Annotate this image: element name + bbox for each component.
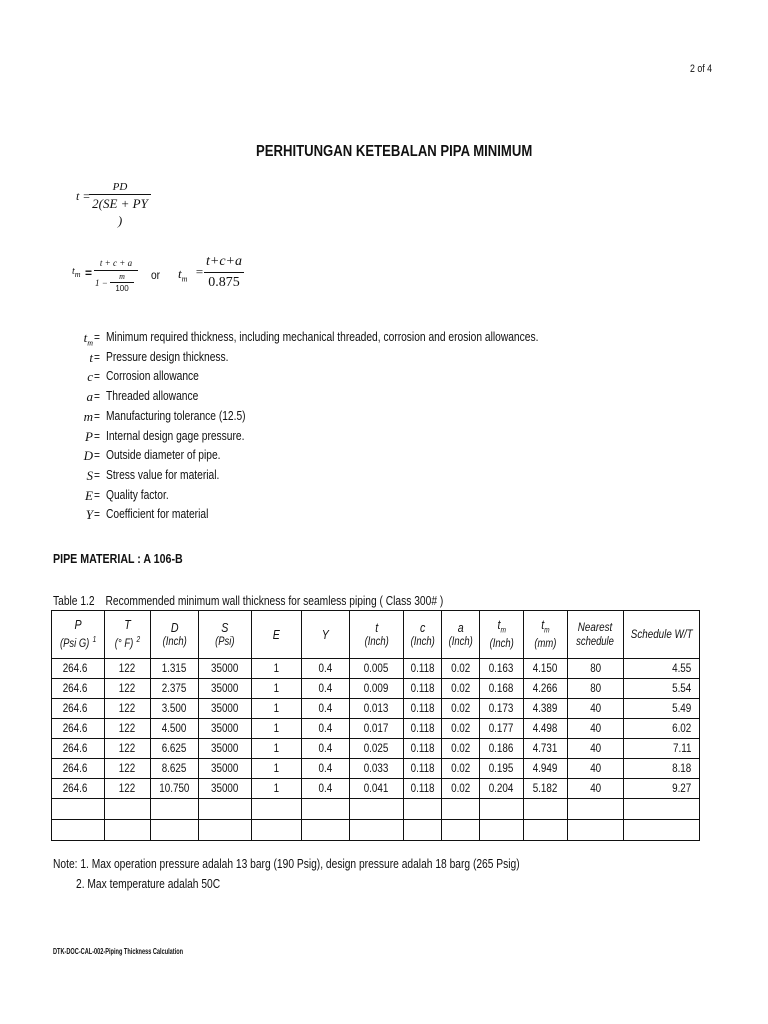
table-cell: 35000 — [199, 739, 252, 759]
table-cell: 0.118 — [404, 779, 442, 799]
table-cell: 0.204 — [480, 779, 524, 799]
table-cell: 35000 — [199, 719, 252, 739]
table-cell: 0.02 — [442, 679, 480, 699]
page-number: 2 of 4 — [690, 63, 713, 75]
variable-symbol: E — [85, 487, 93, 503]
note-2: 2. Max temperature adalah 50C — [76, 877, 221, 891]
table-cell: 0.163 — [480, 659, 524, 679]
formula2-lhs2: $t_m$ — [178, 266, 188, 284]
variable-equals: = — [94, 349, 100, 364]
variable-row — [55, 369, 555, 389]
table-cell — [52, 820, 105, 841]
table-header-cell: c (Inch) — [404, 611, 442, 659]
table-cell: 4.731 — [524, 739, 568, 759]
formula2-numerator2: t+c+a — [206, 254, 242, 269]
table-row-empty — [52, 799, 700, 820]
table-cell: 264.6 — [52, 659, 105, 679]
table-cell: 40 — [568, 699, 624, 719]
table-cell — [350, 820, 404, 841]
table-cell — [151, 799, 199, 820]
table-cell — [568, 820, 624, 841]
formula2-denominator: 1 − m 100 — [94, 270, 138, 299]
formula2-fraction — [94, 257, 138, 299]
table-row — [52, 759, 700, 779]
variable-symbol: c — [87, 369, 93, 385]
table-header-row — [52, 611, 700, 659]
variable-equals: = — [94, 467, 100, 482]
variable-row — [55, 468, 555, 488]
table-row — [52, 739, 700, 759]
table-row-empty — [52, 820, 700, 841]
formula2-eq2: = — [195, 264, 204, 279]
table-cell: 0.186 — [480, 739, 524, 759]
table-cell — [624, 799, 700, 820]
table-row — [52, 679, 700, 699]
table-cell — [442, 820, 480, 841]
table-cell: 264.6 — [52, 759, 105, 779]
table-cell: 4.55 — [624, 659, 700, 679]
table-row — [52, 699, 700, 719]
table-cell: 264.6 — [52, 779, 105, 799]
table-cell: 35000 — [199, 659, 252, 679]
table-cell: 1 — [252, 679, 302, 699]
variable-description: Manufacturing tolerance (12.5) — [106, 408, 246, 423]
table-header-cell: E — [252, 611, 302, 659]
table-cell — [568, 799, 624, 820]
table-cell: 1.315 — [151, 659, 199, 679]
table-header-cell: Schedule W/T — [624, 611, 700, 659]
table-cell: 5.54 — [624, 679, 700, 699]
table-caption — [53, 594, 444, 608]
table-cell: 5.182 — [524, 779, 568, 799]
variable-row — [55, 350, 555, 370]
formula2-denominator2: 0.875 — [204, 272, 244, 293]
table-cell — [624, 820, 700, 841]
formula1-fraction — [89, 180, 151, 229]
table-cell: 0.02 — [442, 659, 480, 679]
variable-symbol: S — [86, 467, 93, 483]
table-cell: 0.02 — [442, 759, 480, 779]
variable-description: Internal design gage pressure. — [106, 428, 245, 443]
table-label: Table 1.2 — [53, 594, 95, 608]
table-cell: 122 — [105, 679, 151, 699]
table-header-cell: P (Psi G) $^1$ — [52, 611, 105, 659]
variable-equals: = — [94, 389, 100, 404]
table-cell: 0.02 — [442, 739, 480, 759]
table-cell: 4.266 — [524, 679, 568, 699]
variable-row — [55, 389, 555, 409]
table-cell: 0.4 — [302, 679, 350, 699]
variable-row — [55, 507, 555, 527]
page-title: PERHITUNGAN KETEBALAN PIPA MINIMUM — [256, 143, 533, 160]
table-cell: 0.02 — [442, 779, 480, 799]
table-cell: 4.949 — [524, 759, 568, 779]
table-cell: 1 — [252, 719, 302, 739]
table-cell: 40 — [568, 759, 624, 779]
formula2-eq: = — [85, 266, 93, 280]
document-footer: DTK-DOC-CAL-002-Piping Thickness Calculation — [53, 947, 184, 956]
variable-symbol: $t_m$ — [83, 330, 93, 348]
table-cell — [252, 799, 302, 820]
formula1-numerator: PD — [112, 181, 128, 193]
table-cell: 264.6 — [52, 739, 105, 759]
table-cell — [442, 799, 480, 820]
table-cell — [199, 799, 252, 820]
table-cell: 35000 — [199, 759, 252, 779]
variable-description: Stress value for material. — [106, 467, 220, 482]
table-cell: 80 — [568, 659, 624, 679]
table-cell: 0.118 — [404, 739, 442, 759]
variable-symbol: P — [85, 428, 93, 444]
variable-description: Corrosion allowance — [106, 369, 199, 384]
table-cell: 0.118 — [404, 759, 442, 779]
variable-symbol: t — [89, 349, 93, 365]
variable-equals: = — [94, 330, 100, 344]
table-header-cell: S (Psi) — [199, 611, 252, 659]
table-cell: 0.013 — [350, 699, 404, 719]
variable-row — [55, 429, 555, 449]
variable-equals: = — [94, 507, 100, 522]
table-cell: 0.4 — [302, 699, 350, 719]
table-cell — [105, 799, 151, 820]
variable-row — [55, 448, 555, 468]
table-cell — [52, 799, 105, 820]
table-cell: 35000 — [199, 679, 252, 699]
table-cell: 0.041 — [350, 779, 404, 799]
table-cell: 4.498 — [524, 719, 568, 739]
table-cell: 40 — [568, 779, 624, 799]
table-cell: 40 — [568, 719, 624, 739]
table-header-cell: t (Inch) — [350, 611, 404, 659]
variable-description: Coefficient for material — [106, 507, 209, 522]
table-cell: 1 — [252, 739, 302, 759]
variable-description: Quality factor. — [106, 487, 169, 502]
table-cell: 4.389 — [524, 699, 568, 719]
formula2-lhs: $t_m$ — [72, 266, 81, 279]
table-cell — [302, 820, 350, 841]
table-cell: 1 — [252, 699, 302, 719]
table-cell: 0.009 — [350, 679, 404, 699]
table-cell: 8.18 — [624, 759, 700, 779]
table-cell: 0.02 — [442, 719, 480, 739]
table-cell: 9.27 — [624, 779, 700, 799]
table-cell: 10.750 — [151, 779, 199, 799]
table-cell: 2.375 — [151, 679, 199, 699]
table-cell: 122 — [105, 739, 151, 759]
variable-equals: = — [94, 428, 100, 443]
variable-equals: = — [94, 369, 100, 384]
table-cell: 35000 — [199, 699, 252, 719]
formula1-lhs: t = — [76, 189, 91, 203]
formula2-numerator: t + c + a — [99, 258, 133, 268]
table-cell: 0.118 — [404, 719, 442, 739]
table-cell: 0.118 — [404, 699, 442, 719]
table-body — [52, 659, 700, 841]
table-cell: 0.4 — [302, 779, 350, 799]
table-cell: 0.173 — [480, 699, 524, 719]
table-cell: 8.625 — [151, 759, 199, 779]
table-cell: 0.017 — [350, 719, 404, 739]
variable-symbol: Y — [85, 507, 93, 523]
table-cell: 122 — [105, 719, 151, 739]
table-header-cell: a (Inch) — [442, 611, 480, 659]
table-header-cell: D (Inch) — [151, 611, 199, 659]
table-cell — [480, 820, 524, 841]
table-cell: 122 — [105, 759, 151, 779]
table-cell: 0.168 — [480, 679, 524, 699]
variable-description: Outside diameter of pipe. — [106, 448, 221, 463]
table-header-cell: Nearest schedule — [568, 611, 624, 659]
formula2-fraction2 — [204, 252, 244, 293]
variable-equals: = — [94, 487, 100, 502]
table-cell: 0.025 — [350, 739, 404, 759]
table-cell — [252, 820, 302, 841]
table-cell: 0.02 — [442, 699, 480, 719]
table-cell: 40 — [568, 739, 624, 759]
table-cell — [105, 820, 151, 841]
table-cell — [151, 820, 199, 841]
variable-row — [55, 488, 555, 508]
pipe-material-heading: PIPE MATERIAL : A 106-B — [53, 551, 183, 566]
variable-description: Threaded allowance — [106, 389, 199, 404]
variable-symbol: m — [83, 408, 93, 424]
table-cell: 3.500 — [151, 699, 199, 719]
table-row — [52, 779, 700, 799]
table-header-cell: Y — [302, 611, 350, 659]
table-cell: 0.118 — [404, 659, 442, 679]
table-cell — [302, 799, 350, 820]
pipe-thickness-table — [51, 610, 700, 841]
table-header-cell: $t_m$ (Inch) — [480, 611, 524, 659]
variable-row — [55, 409, 555, 429]
table-cell: 0.4 — [302, 739, 350, 759]
variable-equals: = — [94, 408, 100, 423]
table-cell: 0.4 — [302, 659, 350, 679]
table-cell: 264.6 — [52, 699, 105, 719]
table-cell — [199, 820, 252, 841]
table-cell: 6.625 — [151, 739, 199, 759]
table-cell: 0.4 — [302, 759, 350, 779]
table-cell — [524, 820, 568, 841]
table-cell — [350, 799, 404, 820]
table-cell: 122 — [105, 779, 151, 799]
variable-description: Pressure design thickness. — [106, 349, 229, 364]
table-cell — [524, 799, 568, 820]
variable-row — [55, 330, 555, 350]
table-cell — [404, 799, 442, 820]
table-cell: 122 — [105, 659, 151, 679]
table-cell — [480, 799, 524, 820]
table-header-cell: $t_m$ (mm) — [524, 611, 568, 659]
table-cell: 1 — [252, 659, 302, 679]
formula2-or: or — [151, 268, 161, 282]
table-cell: 1 — [252, 759, 302, 779]
table-cell: 264.6 — [52, 679, 105, 699]
table-cell: 6.02 — [624, 719, 700, 739]
variable-symbol: a — [86, 389, 93, 405]
table-cell: 7.11 — [624, 739, 700, 759]
table-cell: 122 — [105, 699, 151, 719]
table-cell — [404, 820, 442, 841]
table-cell: 4.500 — [151, 719, 199, 739]
variable-symbol: D — [83, 448, 93, 464]
table-description: Recommended minimum wall thickness for seamless piping ( Class 300# ) — [105, 594, 444, 608]
table-cell: 264.6 — [52, 719, 105, 739]
table-cell: 80 — [568, 679, 624, 699]
table-cell: 4.150 — [524, 659, 568, 679]
table-cell: 5.49 — [624, 699, 700, 719]
table-row — [52, 659, 700, 679]
table-cell: 0.005 — [350, 659, 404, 679]
table-cell: 0.195 — [480, 759, 524, 779]
table-row — [52, 719, 700, 739]
variable-equals: = — [94, 448, 100, 463]
table-header-cell: T (° F) $^2$ — [105, 611, 151, 659]
table-cell: 0.4 — [302, 719, 350, 739]
table-cell: 35000 — [199, 779, 252, 799]
table-cell: 0.118 — [404, 679, 442, 699]
note-1: Note: 1. Max operation pressure adalah 13 barg (190 Psig), design pressure adalah 18 barg (265 Psig) — [53, 857, 520, 871]
table-cell: 0.033 — [350, 759, 404, 779]
table-cell: 0.177 — [480, 719, 524, 739]
formula1-denominator: 2(SE + PY ) — [89, 194, 151, 229]
table-cell: 1 — [252, 779, 302, 799]
variable-description: Minimum required thickness, including mechanical threaded, corrosion and erosion allowances. — [106, 330, 539, 344]
